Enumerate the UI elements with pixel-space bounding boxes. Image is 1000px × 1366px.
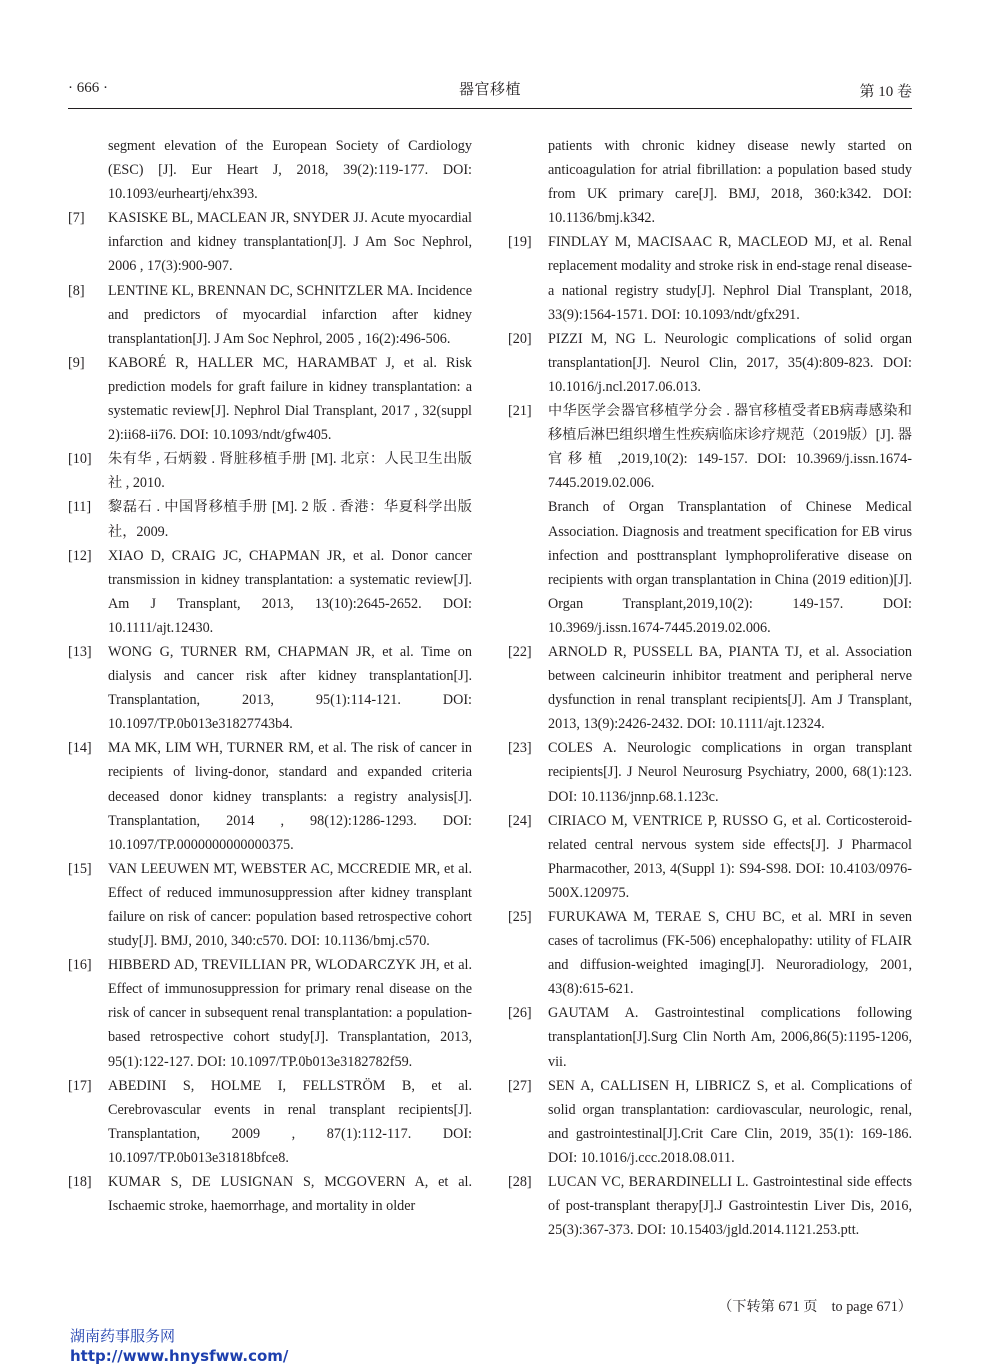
reference-item [508, 1001, 912, 1073]
reference-item [508, 905, 912, 1001]
reference-number: [8] [68, 282, 85, 299]
watermark-site-name: 湖南药事服务网 [70, 1327, 176, 1345]
left-column [68, 134, 472, 1218]
reference-text: MA MK, LIM WH, TURNER RM, et al. The risk of cancer in recipients of living-donor, standard and expanded criteria deceased donor kidney transplants: a registry analysis[J]. Transplantation, 2014 , 98(12):1286-1293. DOI: 10.1097/TP.0000000000000375. [108, 740, 472, 853]
reference-text: LENTINE KL, BRENNAN DC, SCHNITZLER MA. Incidence and predictors of myocardial infarction after kidney transplantation[J]. J Am Soc Nephrol, 2005 , 16(2):496-506. [108, 282, 472, 347]
reference-item [68, 544, 472, 640]
reference-text: HIBBERD AD, TREVILLIAN PR, WLODARCZYK JH, et al. Effect of immunosuppression for primary renal disease on the risk of cancer in subsequent renal transplantation: a population-based retrospective cohort study[J]. Transplantation, 2013, 95(1):122-127. DOI: 10.1097/TP.0b013e3182782f59. [108, 957, 472, 1070]
reference-text: VAN LEEUWEN MT, WEBSTER AC, MCCREDIE MR, et al. Effect of reduced immunosuppression after kidney transplant failure on risk of cancer: population based retrospective cohort study[J]. BMJ, 2010, 340:c570. DOI: 10.1136/bmj.c570. [108, 860, 472, 950]
reference-item [68, 953, 472, 1073]
reference-item [508, 327, 912, 399]
reference-number: [22] [508, 643, 532, 660]
reference-number: [27] [508, 1077, 532, 1094]
reference-number: [16] [68, 957, 92, 974]
reference-text: GAUTAM A. Gastrointestinal complications following transplantation[J].Surg Clin North Am, 2006,86(5):1195-1206, vii. [548, 1005, 912, 1070]
reference-item [508, 399, 912, 495]
reference-number: [15] [68, 860, 92, 877]
reference-text: KABORÉ R, HALLER MC, HARAMBAT J, et al. Risk prediction models for graft failure in kidney transplantation: a systematic review[J]. Nephrol Dial Transplant, 2017 , 32(suppl 2):ii68-ii76. DOI: 10.1093/ndt/gfw405. [108, 354, 472, 444]
reference-list-right [508, 230, 912, 1242]
reference-item [68, 206, 472, 278]
reference-number: [20] [508, 330, 532, 347]
reference-number: [25] [508, 909, 532, 925]
reference-item [68, 495, 472, 543]
reference-text: 黎磊石 . 中国肾移植手册 [M]. 2 版 . 香港：华夏科学出版社，2009. [108, 499, 472, 540]
reference-text: FURUKAWA M, TERAE S, CHU BC, et al. MRI in seven cases of tacrolimus (FK-506) encephalopathy: utility of FLAIR and diffusion-weighted imaging[J]. Neuroradiology, 2001, 43(8):615-621. [548, 909, 912, 998]
reference-text: WONG G, TURNER RM, CHAPMAN JR, et al. Time on dialysis and cancer risk after kidney transplantation[J]. Transplantation, 2013, 95(1):114-121. DOI: 10.1097/TP.0b013e31827743b4. [108, 643, 472, 733]
reference-number: [18] [68, 1174, 92, 1191]
reference-item [68, 736, 472, 856]
reference-item [68, 279, 472, 351]
running-header [68, 78, 912, 109]
reference-item [508, 1074, 912, 1170]
reference-item [68, 857, 472, 953]
reference-number: [26] [508, 1005, 532, 1022]
reference-text: CIRIACO M, VENTRICE P, RUSSO G, et al. Corticosteroid-related central nervous system side effects[J]. J Pharmacol Pharmacother, 2013, 4(Suppl 1): S94-S98. DOI: 10.4103/0976-500X.120975. [548, 812, 912, 901]
reference-number: [13] [68, 643, 92, 660]
reference-number: [11] [68, 499, 92, 516]
reference-number: [17] [68, 1077, 92, 1094]
volume-label: 第 10 卷 [859, 84, 912, 100]
reference-number: [28] [508, 1174, 532, 1191]
reference-item [68, 640, 472, 736]
reference-item [508, 640, 912, 736]
reference-text: KASISKE BL, MACLEAN JR, SNYDER JJ. Acute myocardial infarction and kidney transplantation[J]. J Am Soc Nephrol, 2006 , 17(3):900-907. [108, 210, 472, 275]
continued-note: （下转第 671 页 to page 671） [718, 1299, 912, 1315]
reference-item [68, 1170, 472, 1218]
reference-text: KUMAR S, DE LUSIGNAN S, MCGOVERN A, et al. Ischaemic stroke, haemorrhage, and mortality in older [108, 1174, 472, 1215]
reference-item [508, 809, 912, 905]
reference-text: 中华医学会器官移植学分会 . 器官移植受者EB病毒感染和移植后淋巴组织增生性疾病临床诊疗规范（2019版）[J]. 器官移植 ,2019,10(2): 149-157. DOI: 10.3969/j.issn.1674-7445.2019.02.006. [548, 403, 912, 492]
watermark [70, 1326, 288, 1366]
right-column [508, 134, 912, 1242]
watermark-url[interactable]: http://www.hnysfww.com/ [70, 1347, 289, 1365]
reference-text: COLES A. Neurologic complications in organ transplant recipients[J]. J Neurol Neurosurg Psychiatry, 2000, 68(1):123. DOI: 10.1136/jnnp.68.1.123c. [548, 740, 912, 805]
reference-item [68, 1074, 472, 1170]
reference-text: LUCAN VC, BERARDINELLI L. Gastrointestinal side effects of post-transplant therapy[J].J Gastrointestin Liver Dis, 2016, 25(3):367-373. DOI: 10.15403/jgld.2014.1121.253.ptt. [548, 1174, 912, 1239]
reference-text: Branch of Organ Transplantation of Chinese Medical Association. Diagnosis and treatment specification for EB virus infection and posttransplant lymphoproliferative disease on recipients with organ transplantation in China (2019 edition)[J]. Organ Transplant,2019,10(2): 149-157. DOI: 10.3969/j.issn.1674-7445.2019.02.006. [548, 499, 912, 636]
reference-item [508, 495, 912, 640]
reference-item [68, 351, 472, 447]
reference-continuation: patients with chronic kidney disease newly started on anticoagulation for atrial fibrillation: a population based study from UK primary care[J]. BMJ, 2018, 360:k342. DOI: 10.1136/bmj.k342. [548, 138, 912, 227]
reference-number: [21] [508, 403, 532, 420]
reference-text: 朱有华 , 石炳毅 . 肾脏移植手册 [M]. 北京：人民卫生出版社 , 2010. [108, 451, 472, 492]
reference-item [508, 230, 912, 326]
reference-text: ARNOLD R, PUSSELL BA, PIANTA TJ, et al. Association between calcineurin inhibitor treatment and peripheral nerve dysfunction in renal transplant recipients[J]. Am J Transplant, 2013, 13(9):2426-2432. DOI: 10.1111/ajt.12324. [548, 643, 912, 733]
reference-number: [14] [68, 740, 92, 757]
reference-number: [23] [508, 740, 532, 757]
reference-number: [7] [68, 210, 85, 227]
reference-text: XIAO D, CRAIG JC, CHAPMAN JR, et al. Donor cancer transmission in kidney transplantation: a systematic review[J]. Am J Transplant, 2013, 13(10):2645-2652. DOI: 10.1111/ajt.12430. [108, 547, 472, 636]
reference-continuation: segment elevation of the European Society of Cardiology (ESC) [J]. Eur Heart J, 2018, 39(2):119-177. DOI: 10.1093/eurheartj/ehx393. [108, 138, 472, 203]
reference-item [508, 1170, 912, 1242]
reference-number: [9] [68, 354, 85, 371]
journal-title: 器官移植 [458, 82, 521, 98]
reference-text: SEN A, CALLISEN H, LIBRICZ S, et al. Complications of solid organ transplantation: cardiovascular, neurologic, renal, and gastrointestinal[J].Crit Care Clin, 2019, 35(1): 169-186. DOI: 10.1016/j.ccc.2018.08.011. [548, 1077, 912, 1166]
reference-number: [12] [68, 547, 92, 564]
reference-item [68, 447, 472, 495]
reference-number: [24] [508, 812, 532, 829]
reference-item [508, 736, 912, 808]
reference-number: [10] [68, 451, 92, 468]
reference-list-left [68, 206, 472, 1218]
reference-text: ABEDINI S, HOLME I, FELLSTRÖM B, et al. Cerebrovascular events in renal transplant recipients[J]. Transplantation, 2009 , 87(1):112-117. DOI: 10.1097/TP.0b013e31818bfce8. [108, 1077, 472, 1166]
reference-text: FINDLAY M, MACISAAC R, MACLEOD MJ, et al. Renal replacement modality and stroke risk in end-stage renal disease-a national registry study[J]. Nephrol Dial Transplant, 2018, 33(9):1564-1571. DOI: 10.1093/ndt/gfx291. [548, 234, 913, 323]
page-number: · 666 · [68, 80, 108, 96]
reference-text: PIZZI M, NG L. Neurologic complications of solid organ transplantation[J]. Neurol Clin, 2017, 35(4):809-823. DOI: 10.1016/j.ncl.2017.06.013. [548, 330, 912, 395]
reference-number: [19] [508, 234, 532, 251]
